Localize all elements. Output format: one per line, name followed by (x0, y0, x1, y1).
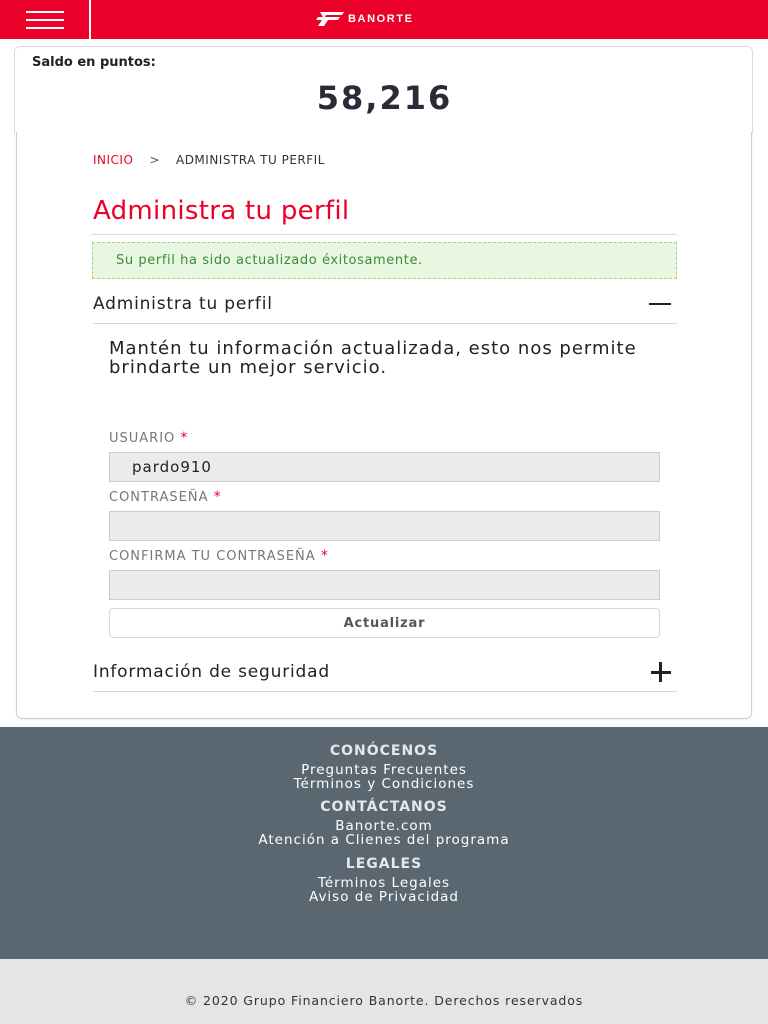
points-balance-card (14, 46, 753, 134)
profile-accordion-header[interactable] (93, 284, 677, 324)
footer-section-legal (0, 856, 768, 904)
confirm-password-field-label (109, 548, 329, 564)
breadcrumb-current: ADMINISTRA TU PERFIL (175, 153, 325, 167)
hamburger-icon-line (26, 11, 64, 13)
footer-link-legal-terms[interactable]: Términos Legales (317, 875, 451, 891)
copyright-text: © 2020 Grupo Financiero Banorte. Derechos reservados (184, 993, 584, 1008)
security-accordion-header[interactable] (93, 652, 677, 692)
profile-intro-text: Mantén tu información actualizada, esto nos permite brindarte un mejor servicio. (109, 338, 637, 378)
user-label-text: USUARIO (109, 431, 176, 446)
hamburger-menu-button[interactable] (0, 0, 91, 39)
footer-link-banorte[interactable]: Banorte.com (335, 818, 433, 834)
hamburger-icon-line (26, 19, 64, 21)
profile-accordion-title: Administra tu perfil (93, 293, 273, 314)
footer-heading: LEGALES (345, 856, 423, 872)
site-footer (0, 727, 768, 959)
footer-heading: CONÓCENOS (329, 743, 439, 759)
banorte-logo[interactable] (316, 11, 414, 27)
hamburger-icon-line (26, 27, 64, 29)
password-label-text: CONTRASEÑA (109, 490, 209, 505)
breadcrumb-separator: > (149, 153, 160, 167)
profile-card (16, 132, 752, 719)
footer-section-about (0, 743, 768, 791)
points-balance-label: Saldo en puntos: (32, 55, 156, 70)
title-divider (91, 234, 677, 235)
footer-link-terms[interactable]: Términos y Condiciones (293, 776, 475, 792)
plus-icon[interactable] (651, 662, 671, 682)
footer-heading: CONTÁCTANOS (320, 799, 448, 815)
required-marker: * (213, 489, 222, 505)
banorte-logo-icon (316, 12, 344, 26)
required-marker: * (320, 548, 329, 564)
page-title: Administra tu perfil (93, 196, 350, 226)
confirm-password-input[interactable] (109, 570, 660, 600)
top-header-bar (0, 0, 768, 39)
footer-section-contact (0, 799, 768, 847)
points-balance-value: 58,216 (316, 79, 453, 117)
copyright-bar (0, 959, 768, 1024)
security-accordion-title: Información de seguridad (93, 661, 330, 682)
footer-link-customer-service[interactable]: Atención a Clienes del programa (258, 832, 510, 848)
logo-text: BANORTE (348, 13, 414, 25)
minus-icon[interactable] (649, 303, 671, 305)
password-input[interactable] (109, 511, 660, 541)
required-marker: * (180, 430, 189, 446)
user-field-label (109, 430, 188, 446)
footer-link-faq[interactable]: Preguntas Frecuentes (301, 762, 467, 778)
success-alert: Su perfil ha sido actualizado éxitosamente. (92, 242, 677, 279)
footer-link-privacy[interactable]: Aviso de Privacidad (309, 889, 459, 905)
update-button[interactable]: Actualizar (109, 608, 660, 638)
breadcrumb (93, 153, 325, 167)
confirm-password-label-text: CONFIRMA TU CONTRASEÑA (109, 549, 316, 564)
breadcrumb-home-link[interactable]: INICIO (93, 153, 134, 167)
user-input[interactable] (109, 452, 660, 482)
password-field-label (109, 489, 222, 505)
